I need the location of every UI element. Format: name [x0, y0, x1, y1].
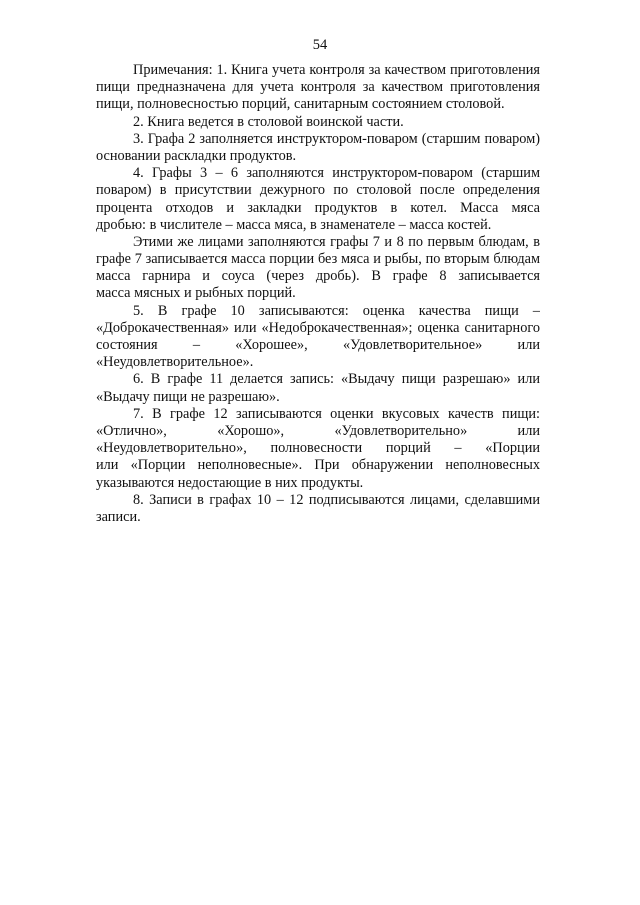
text-line: 8. Записи в графах 10 – 12 подписываются лицами, сделавшими: [133, 491, 540, 508]
text-line: графе 7 записывается масса порции без мяса и рыбы, по вторым блюдам: [96, 251, 540, 268]
text-line: или «Порции неполновесные». При обнаружении неполновесных: [96, 457, 540, 474]
note-paragraph: [96, 406, 540, 492]
text-line: поваром) в присутствии дежурного по столовой после определения: [96, 182, 540, 199]
text-line: дробью: в числителе – масса мяса, в знаменателе – масса костей.: [96, 216, 492, 233]
note-paragraph: [96, 114, 540, 131]
text-line: 5. В графе 10 записываются: оценка качества пищи –: [133, 302, 540, 319]
page-number: 54: [312, 37, 328, 53]
text-line: 6. В графе 11 делается запись: «Выдачу пищи разрешаю» или: [133, 371, 540, 388]
note-paragraph: [96, 62, 540, 114]
text-line: Примечания: 1. Книга учета контроля за качеством приготовления: [133, 62, 540, 78]
note-paragraph: [96, 234, 540, 303]
note-paragraph: [96, 165, 540, 234]
text-line: Этими же лицами заполняются графы 7 и 8 по первым блюдам, в: [133, 233, 540, 250]
text-line: основании раскладки продуктов.: [96, 147, 297, 164]
text-line: «Доброкачественная» или «Недоброкачественная»; оценка санитарного: [96, 319, 540, 336]
text-line: «Выдачу пищи не разрешаю».: [96, 388, 280, 405]
note-paragraph: [96, 303, 540, 372]
text-line: процента отходов и закладки продуктов в котел. Масса мяса: [96, 199, 540, 216]
text-line: 3. Графа 2 заполняется инструктором-поваром (старшим поваром): [133, 130, 540, 147]
text-line: записи.: [96, 508, 141, 525]
text-line: «Неудовлетворительное».: [96, 354, 254, 371]
notes-body: [96, 62, 540, 526]
text-line: «Отлично», «Хорошо», «Удовлетворительно» или: [96, 422, 540, 439]
note-paragraph: [96, 131, 540, 165]
text-line: пищи, полновесностью порций, санитарным состоянием столовой.: [96, 96, 505, 113]
note-paragraph: [96, 492, 540, 526]
text-line: указываются недостающие в них продукты.: [96, 474, 364, 491]
text-line: 7. В графе 12 записываются оценки вкусовых качеств пищи:: [133, 405, 540, 422]
text-line: пищи предназначена для учета контроля за качеством приготовления: [96, 79, 540, 96]
text-line: масса гарнира и соуса (через дробь). В графе 8 записывается: [96, 268, 540, 285]
note-paragraph: [96, 371, 540, 405]
text-line: 2. Книга ведется в столовой воинской части.: [133, 113, 404, 130]
text-line: масса мясных и рыбных порций.: [96, 285, 296, 302]
text-line: 4. Графы 3 – 6 заполняются инструктором-поваром (старшим: [133, 165, 540, 182]
text-line: состояния – «Хорошее», «Удовлетворительное» или: [96, 337, 540, 353]
text-line: «Неудовлетворительно», полновесности порций – «Порции: [96, 440, 540, 457]
